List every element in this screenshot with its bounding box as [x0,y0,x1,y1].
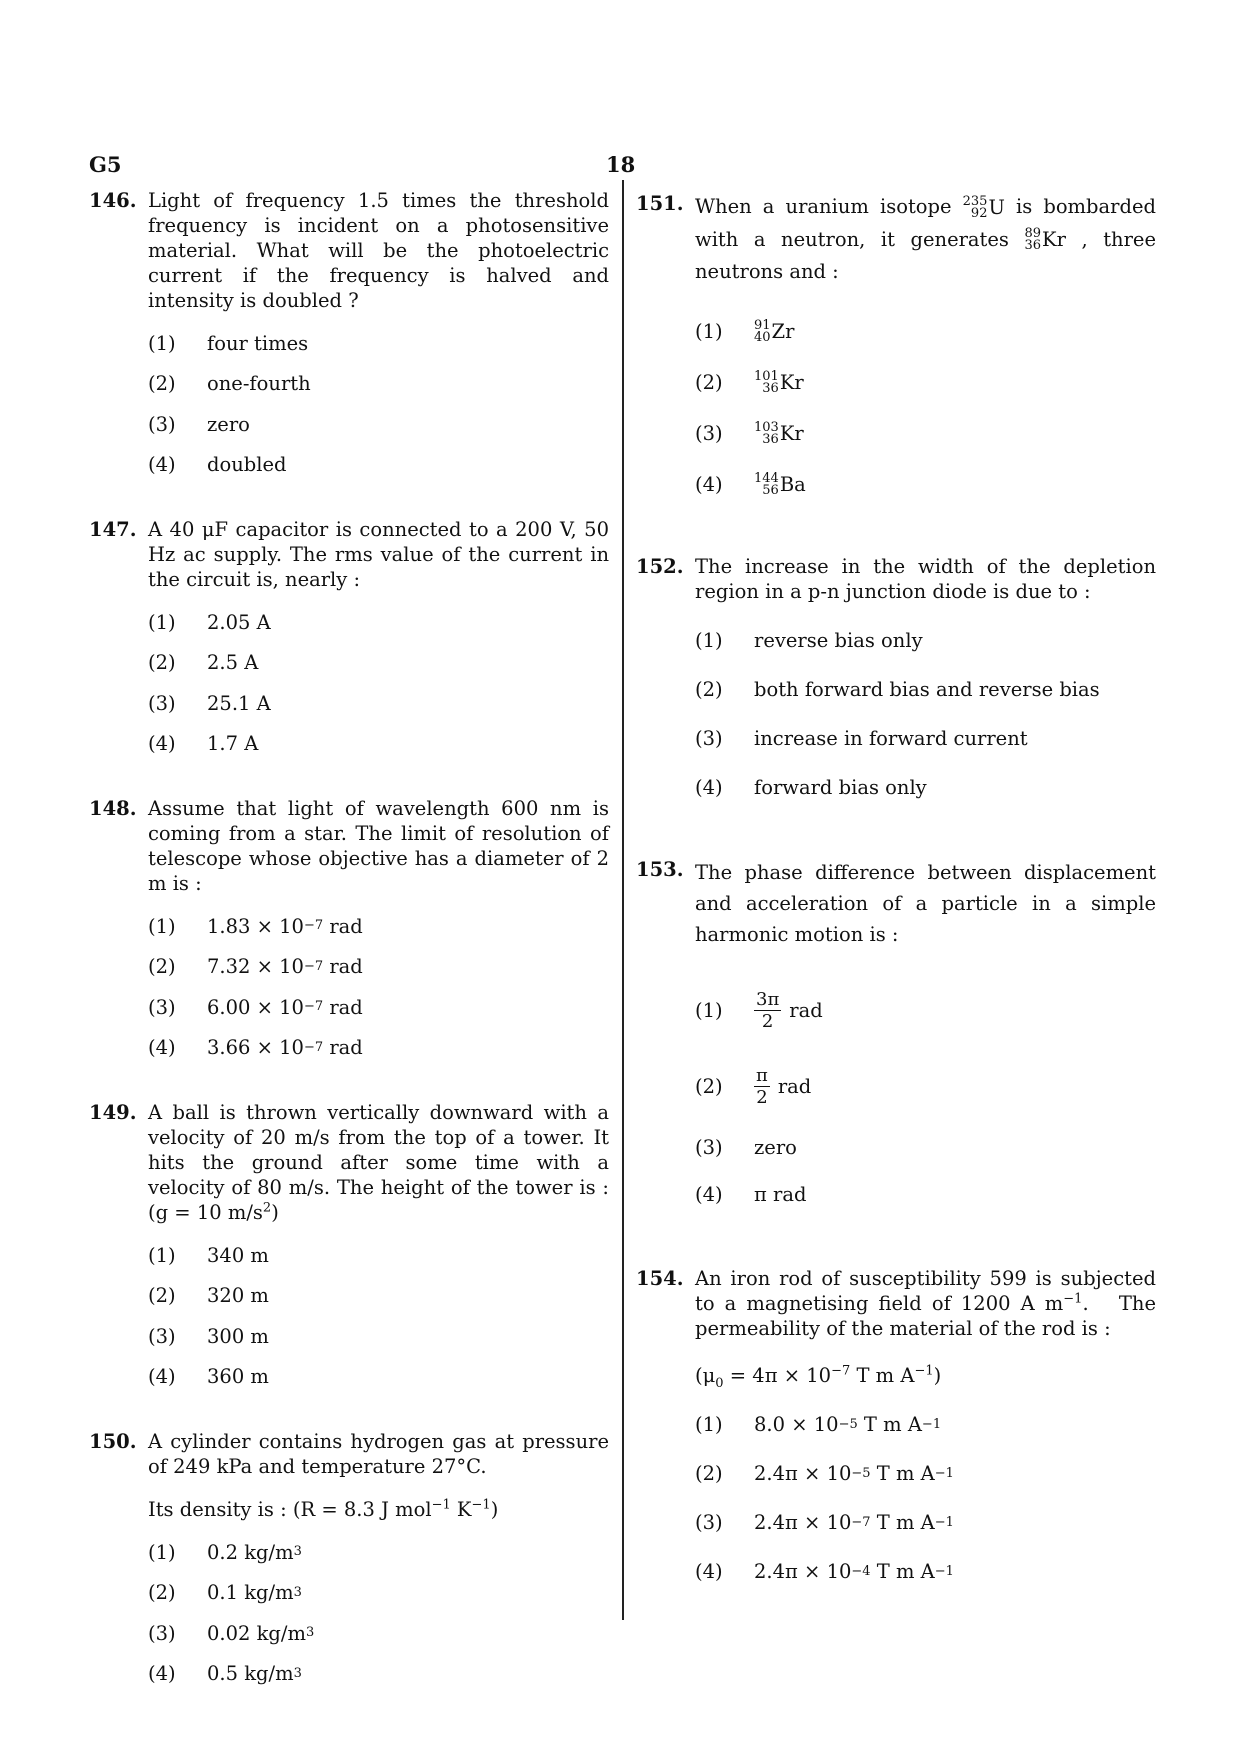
question-number: 146. [89,189,137,212]
option[interactable] [148,724,609,765]
question-153 [636,857,1156,1218]
option-number: (2) [695,1462,723,1485]
option[interactable] [148,1316,609,1357]
option-number: (1) [695,320,723,343]
option[interactable]: (3) 0.02 kg/m 3 [148,1621,315,1645]
option[interactable]: (1) 0.2 kg/m 3 [148,1540,302,1564]
option-number: (4) [148,453,176,477]
option-number: (1) [148,1243,176,1267]
superscript: −1 [1063,1291,1083,1307]
question-number: 153. [636,858,684,881]
mass-number: 101 [754,368,779,384]
option-number: (4) [695,473,723,496]
option-value: 2.4π × 10 [754,1462,852,1485]
subscript: 0 [715,1375,724,1391]
option-number: (3) [148,1324,176,1348]
question-number: 148. [89,797,137,820]
option[interactable] [695,714,1156,763]
option[interactable] [148,364,609,405]
question-text [695,1266,1163,1341]
fraction-numerator: 3π [756,988,780,1010]
option-number: (2) [148,1581,176,1605]
question-number: 152. [636,555,684,578]
option-text: π rad [754,1183,807,1206]
density-prompt [148,1497,609,1522]
option-text: increase in forward current [754,727,1028,750]
option-number: (1) [148,331,176,355]
option-number: (3) [148,1621,176,1645]
atomic-number: 92 [970,205,988,221]
question-text [695,191,1156,288]
option-value: 3.66 × 10 [207,1036,304,1060]
nuclide [754,319,794,344]
column-divider [622,180,624,1620]
option-text: 300 m [207,1324,269,1348]
option-number: (4) [695,1560,723,1583]
element-symbol: Ba [779,473,806,496]
question-number: 147. [89,518,137,541]
option-number: (2) [148,651,176,675]
option-unit: rad [323,995,363,1019]
option-unit: T m A [857,1413,922,1436]
option[interactable]: (4) 0.5 kg/m 3 [148,1662,302,1686]
question-148 [89,796,609,1068]
nuclide-uranium [963,192,1005,224]
question-text-end: ) [271,1201,279,1224]
question-154 [636,1266,1163,1596]
given-text: = 4π × 10 [723,1364,832,1387]
fraction-denominator: 2 [761,1010,774,1032]
question-text-part: An iron rod of susceptibility 599 is subjected to a magnetising field of 1200 A m [695,1267,1156,1315]
option[interactable] [148,1357,609,1398]
option-number: (3) [695,727,723,750]
option-value: 2.4π × 10 [754,1560,852,1583]
option-unit: T m A [870,1560,935,1583]
question-147 [89,517,609,764]
option-text: one-fourth [207,372,311,396]
mass-number: 144 [754,470,779,486]
superscript: −1 [431,1497,451,1513]
nuclide [754,472,806,497]
option[interactable] [148,683,609,724]
question-149 [89,1100,609,1397]
question-text: A cylinder contains hydrogen gas at pressure of 249 kPa and temperature 27°C. [148,1430,609,1478]
option[interactable]: (4) 2.4π × 10 −4 T m A −1 [695,1560,954,1583]
option[interactable] [695,459,1156,510]
question-150 [89,1429,609,1694]
option-number: (3) [148,995,176,1019]
fraction-numerator: π [756,1064,768,1086]
option-text: 25.1 A [207,691,271,715]
option-unit: rad [323,1036,363,1060]
option[interactable]: (1) 8.0 × 10 −5 T m A −1 [695,1413,942,1436]
option-text: 360 m [207,1365,269,1389]
option-number: (3) [695,1136,723,1159]
option-unit: rad [789,998,823,1022]
density-text: K [450,1498,472,1521]
option-number: (1) [695,998,723,1022]
density-text: ) [490,1498,499,1521]
option-unit: T m A [870,1511,935,1534]
option[interactable] [695,408,1156,459]
option[interactable] [695,1171,1156,1218]
superscript: 2 [262,1200,272,1216]
option[interactable]: (2) 2.4π × 10 −5 T m A −1 [695,1462,954,1485]
option[interactable] [695,357,1156,408]
option[interactable] [695,665,1156,714]
option-number: (2) [148,1284,176,1308]
element-symbol: Kr [779,371,804,394]
option[interactable] [148,445,609,486]
option-value: 8.0 × 10 [754,1413,839,1436]
option[interactable]: (3) 6.00 × 10 −7 rad [148,995,363,1019]
option[interactable]: (1) 1.83 × 10 −7 rad [148,914,363,938]
option-number: (4) [148,1365,176,1389]
option-value: 0.02 kg/m [207,1621,306,1645]
option[interactable] [148,643,609,684]
element-symbol: Kr [779,422,804,445]
option-unit: rad [777,1074,812,1098]
option-number: (2) [695,371,723,394]
question-text-part: . The permeability of the material of the rod is : [695,1292,1163,1340]
option-number: (3) [148,691,176,715]
question-text-part: When a uranium isotope [695,195,963,218]
atomic-number: 40 [754,329,771,345]
atomic-number: 36 [762,431,779,447]
option[interactable] [148,602,609,643]
element-symbol: Zr [771,320,795,343]
question-text: A 40 μF capacitor is connected to a 200 V, 50 Hz ac supply. The rms value of the current in the circuit is, nearly : [148,518,609,591]
page-number: 18 [606,152,636,177]
element-symbol: Kr [1042,228,1066,251]
option-text: four times [207,331,309,355]
element-symbol: U [988,195,1005,219]
option-number: (4) [148,732,176,756]
option-text: 340 m [207,1243,269,1267]
option-text: 2.05 A [207,610,271,634]
option-text: forward bias only [754,776,927,799]
option-value: 1.83 × 10 [207,914,304,938]
question-text-part: is bombarded with a neutron, it generates [695,195,1156,251]
question-text [148,1100,609,1225]
option-value: 6.00 × 10 [207,995,304,1019]
given-constant [695,1363,1156,1391]
option-number: (1) [148,1540,176,1564]
mass-number: 103 [754,419,779,435]
mass-number: 91 [754,317,771,333]
option[interactable] [148,1276,609,1317]
question-text-part: , three neutrons and : [695,227,1156,283]
option[interactable] [148,323,609,364]
option-number: (4) [148,1662,176,1686]
superscript: −1 [471,1497,491,1513]
fraction [754,1065,770,1108]
option-value: 0.1 kg/m [207,1581,294,1605]
option-value: 2.4π × 10 [754,1511,852,1534]
option[interactable]: (3) 2.4π × 10 −7 T m A −1 [695,1511,954,1534]
question-text: The increase in the width of the depletion region in a p-n junction diode is due to : [695,555,1156,603]
fraction-denominator: 2 [756,1086,768,1108]
question-151 [636,191,1156,510]
option[interactable]: (2) 0.1 kg/m 3 [148,1581,302,1605]
given-text: T m A [850,1364,915,1387]
option-number: (2) [148,955,176,979]
option[interactable]: (2) 7.32 × 10 −7 rad [148,955,363,979]
option-value: 0.2 kg/m [207,1540,294,1564]
option-text: doubled [207,453,287,477]
given-text: (μ [695,1364,716,1387]
question-text: The phase difference between displacement and acceleration of a particle in a simple harmonic motion is : [695,861,1156,946]
option-number: (2) [695,678,723,701]
given-text: ) [933,1364,942,1387]
superscript: −1 [914,1363,934,1379]
option-text: reverse bias only [754,629,923,652]
option[interactable] [695,763,1156,812]
option-unit: rad [323,914,363,938]
option-number: (1) [148,610,176,634]
option[interactable]: (4) 3.66 × 10 −7 rad [148,1036,363,1060]
option-number: (3) [148,412,176,436]
atomic-number: 36 [1024,238,1042,253]
option-number: (3) [695,422,723,445]
option-number: (4) [695,1183,723,1206]
question-text: Light of frequency 1.5 times the threshold frequency is incident on a photosensitive material. What will be the photoelectric current if the frequency is halved and intensity is doubled ? [148,189,609,312]
option[interactable] [148,1235,609,1276]
fraction [754,989,781,1032]
option-value: 0.5 kg/m [207,1662,294,1686]
option-unit: rad [323,955,363,979]
nuclide-krypton [1024,224,1065,256]
question-number: 150. [89,1430,137,1453]
option-number: (2) [148,372,176,396]
option[interactable] [695,1048,1156,1124]
nuclide [754,370,804,395]
question-text: Assume that light of wavelength 600 nm is coming from a star. The limit of resolution of telescope whose objective has a diameter of 2 m is : [148,797,609,895]
density-text: Its density is : (R = 8.3 J mol [148,1498,432,1521]
option[interactable] [695,1124,1156,1171]
question-number: 149. [89,1101,137,1124]
mass-number: 235 [962,193,988,209]
question-text-main: A ball is thrown vertically downward with a velocity of 20 m/s from the top of a tower. It hits the ground after some time with a velocity of 80 m/s. The height of the tower is : (g = 10 m/s [148,1101,609,1224]
left-column [89,188,609,1694]
option-text: zero [207,412,250,436]
option-text: both forward bias and reverse bias [754,678,1100,701]
option-text: zero [754,1136,797,1159]
booklet-code: G5 [89,152,122,177]
option-number: (1) [695,629,723,652]
option-text: 1.7 A [207,732,259,756]
option[interactable] [695,972,1156,1048]
option[interactable] [148,404,609,445]
option[interactable] [695,616,1156,665]
question-152 [636,554,1156,812]
question-number: 151. [636,192,684,215]
nuclide [754,421,804,446]
option-unit: T m A [870,1462,935,1485]
option-number: (1) [148,914,176,938]
option-number: (2) [695,1074,723,1098]
question-number: 154. [636,1267,684,1290]
atomic-number: 36 [762,380,779,396]
option-text: 320 m [207,1284,269,1308]
atomic-number: 56 [762,482,779,498]
superscript: −7 [831,1363,851,1379]
option-text: 2.5 A [207,651,259,675]
mass-number: 89 [1024,226,1042,241]
option-number: (4) [695,776,723,799]
option-number: (4) [148,1036,176,1060]
option-value: 7.32 × 10 [207,955,304,979]
option-number: (1) [695,1413,723,1436]
option[interactable] [695,306,1156,357]
right-column [636,188,1163,1596]
question-146 [89,188,609,485]
option-number: (3) [695,1511,723,1534]
